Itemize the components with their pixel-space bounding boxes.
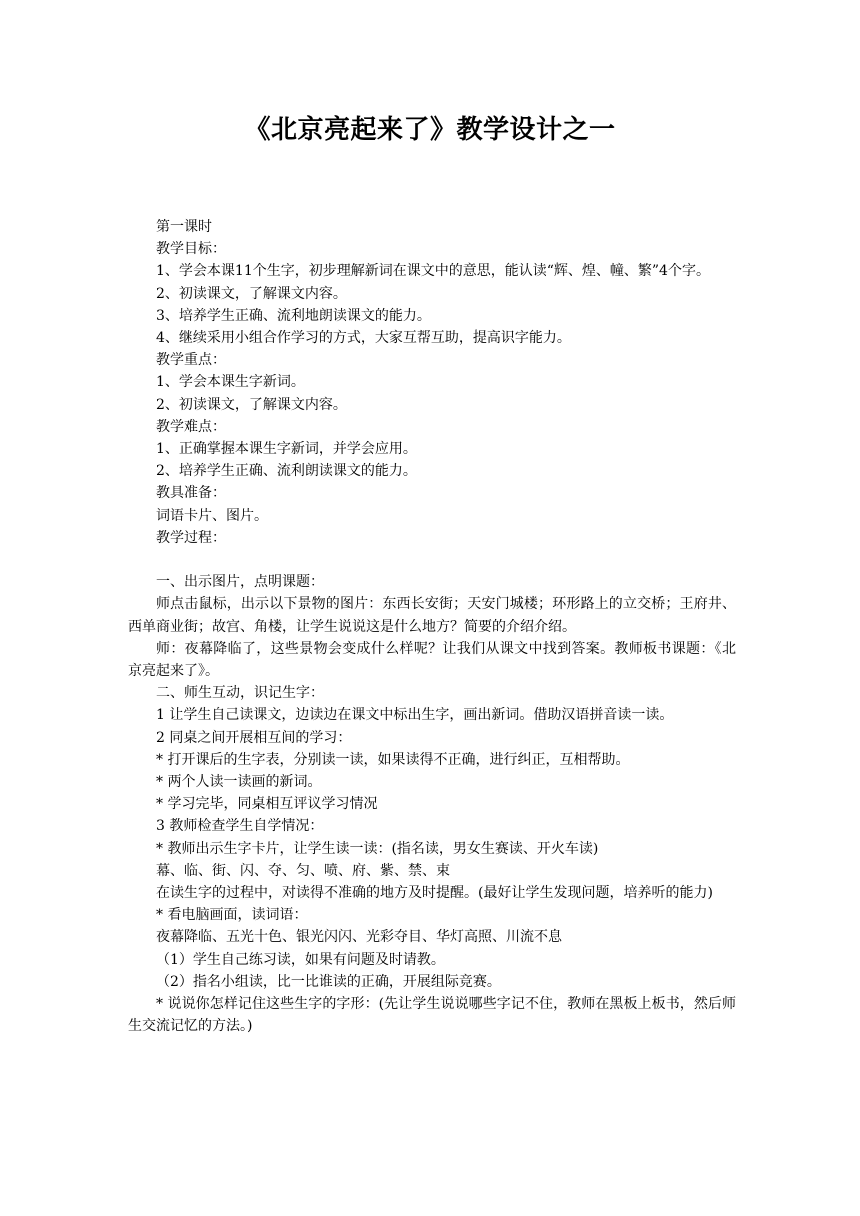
document-body bbox=[128, 216, 736, 1038]
paragraph: 3、培养学生正确、流利地朗读课文的能力。 bbox=[156, 307, 431, 324]
paragraph: 2、初读课文，了解课文内容。 bbox=[156, 285, 347, 302]
paragraph: 教学过程： bbox=[156, 529, 226, 546]
paragraph: 教具准备： bbox=[156, 485, 226, 502]
paragraph: 夜幕降临、五光十色、银光闪闪、光彩夺目、华灯高照、川流不息 bbox=[156, 929, 562, 946]
paragraph: 幕、临、街、闪、夺、匀、喷、府、紫、禁、束 bbox=[156, 862, 450, 879]
paragraph: * 看电脑画面，读词语： bbox=[156, 907, 308, 924]
paragraph: 第一课时 bbox=[156, 219, 212, 235]
paragraph: 2、培养学生正确、流利朗读课文的能力。 bbox=[156, 463, 417, 480]
paragraph: 二、师生互动，识记生字： bbox=[156, 685, 324, 702]
document-title: 《北京亮起来了》教学设计之一 bbox=[244, 115, 616, 145]
paragraph: 2、初读课文，了解课文内容。 bbox=[156, 396, 347, 413]
paragraph: 在读生字的过程中，对读得不准确的地方及时提醒。(最好让学生发现问题，培养听的能力) bbox=[156, 885, 713, 902]
paragraph: 师点击鼠标，出示以下景物的图片：东西长安街；天安门城楼；环形路上的立交桥；王府井、西单商业街；故宫、角楼，让学生说说这是什么地方？简要的介绍介绍。 bbox=[128, 596, 736, 635]
paragraph: 1、正确掌握本课生字新词，并学会应用。 bbox=[156, 441, 417, 458]
paragraph: * 说说你怎样记住这些生字的字形：(先让学生说说哪些字记不住，教师在黑板上板书，然后师生交流记忆的方法。) bbox=[128, 996, 736, 1035]
paragraph: * 两个人读一读画的新词。 bbox=[156, 774, 322, 791]
paragraph: 教学难点： bbox=[156, 418, 226, 435]
paragraph: 教学重点： bbox=[156, 352, 226, 369]
paragraph: （1）学生自己练习读，如果有问题及时请教。 bbox=[156, 951, 445, 968]
paragraph: 1、学会本课11个生字，初步理解新词在课文中的意思，能认读“辉、煌、幢、繁”4个字。 bbox=[156, 263, 710, 280]
paragraph: * 教师出示生字卡片，让学生读一读：(指名读，男女生赛读、开火车读) bbox=[156, 840, 599, 857]
paragraph: 1 让学生自己读课文，边读边在课文中标出生字，画出新词。借助汉语拼音读一读。 bbox=[156, 707, 674, 724]
paragraph: * 打开课后的生字表，分别读一读，如果读得不正确，进行纠正，互相帮助。 bbox=[156, 751, 630, 768]
paragraph: * 学习完毕，同桌相互评议学习情况 bbox=[156, 796, 378, 813]
paragraph: 一、出示图片，点明课题： bbox=[156, 574, 324, 591]
paragraph: 师：夜幕降临了，这些景物会变成什么样呢？让我们从课文中找到答案。教师板书课题：《北京亮起来了》。 bbox=[128, 640, 736, 680]
paragraph: 2 同桌之间开展相互间的学习： bbox=[156, 729, 352, 746]
blank-line bbox=[128, 549, 736, 571]
paragraph: 教学目标： bbox=[156, 241, 226, 258]
paragraph: 4、继续采用小组合作学习的方式，大家互帮互助，提高识字能力。 bbox=[156, 330, 571, 347]
paragraph: （2）指名小组读，比一比谁读的正确，开展组际竞赛。 bbox=[156, 973, 501, 990]
paragraph: 3 教师检查学生自学情况： bbox=[156, 818, 324, 835]
paragraph: 1、学会本课生字新词。 bbox=[156, 374, 305, 391]
paragraph: 词语卡片、图片。 bbox=[156, 507, 268, 524]
